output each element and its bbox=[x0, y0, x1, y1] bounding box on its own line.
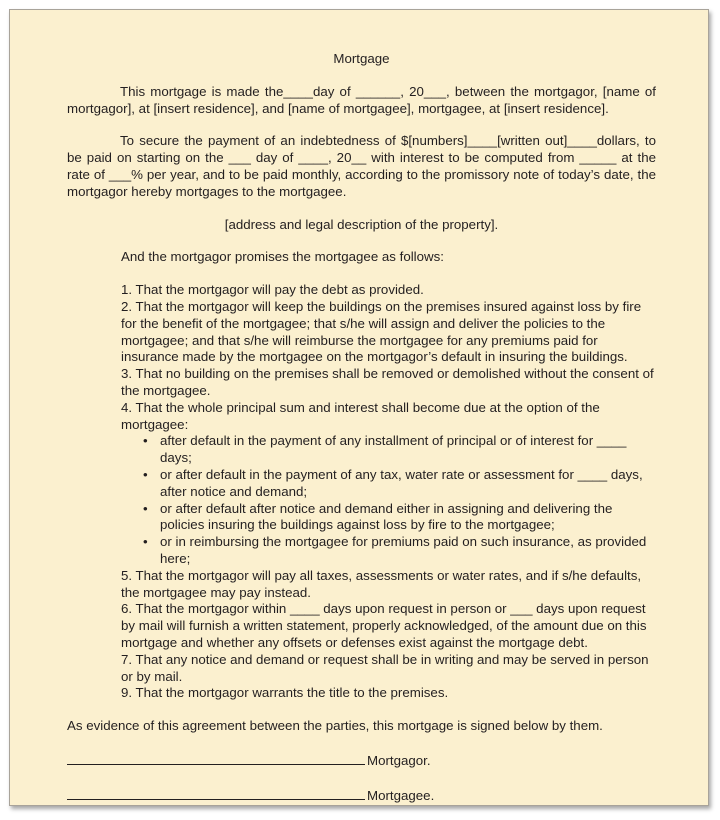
mortgage-document bbox=[9, 9, 709, 806]
paragraph-parties: This mortgage is made the____day of ______, 20___, between the mortgagor, [name of mortgagor], at [insert residence], and [name of mortgagee], mortgagee, at [insert residence]. bbox=[67, 83, 656, 116]
bullet-text: after default in the payment of any installment of principal or of interest for ____ days; bbox=[160, 433, 627, 466]
paragraph-indebtedness: To secure the payment of an indebtedness of $[numbers]____[written out]____dollars, to be paid on starting on the ___ day of ____, 20__ with interest to be computed from _____ at the rate of ___% per year, and to be paid monthly, according to the promissory note of today’s date, the mortgagor hereby mortgages to the mortgagee. bbox=[67, 133, 656, 199]
mortgagee-signature bbox=[67, 786, 656, 805]
bullet-item bbox=[143, 534, 656, 568]
list-item: 9. That the mortgagor warrants the title to the premises. bbox=[121, 685, 449, 701]
signature-line[interactable] bbox=[67, 786, 365, 800]
bullet-icon: • bbox=[143, 500, 148, 516]
bullet-icon: • bbox=[143, 466, 148, 482]
bullet-text: or in reimbursing the mortgagee for premiums paid on such insurance, as provided here; bbox=[160, 534, 647, 566]
bullet-item bbox=[143, 466, 656, 501]
list-item: 6. That the mortgagor within ____ days upon request in person or ___ days upon request by mail will furnish a written statement, properly acknowledged, of the amount due on this mortgage and whether any offsets or defenses exist against the mortgage debt. bbox=[121, 601, 647, 650]
signature-label: Mortgagee. bbox=[367, 787, 435, 803]
property-description: [address and legal description of the property]. bbox=[224, 216, 499, 232]
bullet-text: or after default in the payment of any tax, water rate or assessment for ____ days, after notice and demand; bbox=[160, 466, 643, 499]
mortgagor-signature bbox=[67, 751, 656, 770]
signature-line[interactable] bbox=[67, 751, 365, 765]
list-item-text: 4. That the whole principal sum and interest shall become due at the option of the mortgagee: bbox=[121, 399, 600, 432]
evidence-statement: As evidence of this agreement between the parties, this mortgage is signed below by them. bbox=[67, 718, 603, 734]
bullet-item bbox=[143, 433, 656, 467]
list-item: 7. That any notice and demand or request shall be in writing and may be served in person or by mail. bbox=[121, 651, 649, 684]
default-conditions-list bbox=[121, 433, 656, 567]
list-item: 5. That the mortgagor will pay all taxes, assessments or water rates, and if s/he defaults, the mortgagee may pay instead. bbox=[121, 567, 642, 600]
signature-label: Mortgagor. bbox=[367, 752, 431, 768]
promises-intro: And the mortgagor promises the mortgagee as follows: bbox=[121, 249, 444, 265]
list-item: 2. That the mortgagor will keep the buildings on the premises insured against loss by fire for the benefit of the mortgagee; that s/he will assign and deliver the policies to the mortgagee; and that s/he will reimburse the mortgagee for any premiums paid for insurance made by the mortgagee on the mortgagor’s default in insuring the buildings. bbox=[121, 298, 642, 365]
list-item-4 bbox=[121, 400, 656, 568]
bullet-icon: • bbox=[143, 534, 148, 550]
bullet-item bbox=[143, 500, 656, 535]
bullet-text: or after default after notice and demand either in assigning and delivering the policies insuring the buildings against loss by fire to the mortgagee; bbox=[160, 500, 613, 533]
document-content bbox=[67, 51, 656, 820]
list-item: 3. That no building on the premises shall be removed or demolished without the consent of the mortgagee. bbox=[121, 366, 654, 398]
document-title: Mortgage bbox=[333, 51, 390, 66]
bullet-icon: • bbox=[143, 433, 148, 449]
promises-list bbox=[121, 282, 656, 702]
list-item: 1. That the mortgagor will pay the debt as provided. bbox=[121, 282, 424, 298]
